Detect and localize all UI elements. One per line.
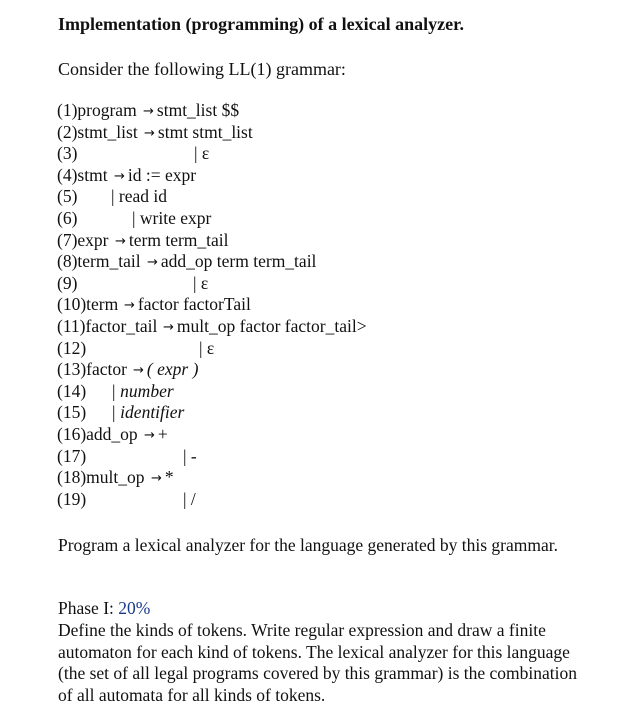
grammar-rule [57,338,577,360]
rule-rhs: id := expr [127,164,197,185]
rule-lhs: (19) [57,488,87,509]
arrow-icon: → [151,471,162,487]
rule-lhs: (15) [57,402,87,423]
arrow-icon: → [133,363,144,379]
rule-rhs: | ε [199,337,215,358]
rule-rhs: add_op term term_tail [160,251,317,272]
rule-rhs: + [157,423,168,444]
rule-lhs: (5) [57,186,78,207]
rule-lhs: (12) [57,337,87,358]
grammar-rule [57,122,577,144]
rule-lhs: (7)expr [57,229,109,250]
task-paragraph: Program a lexical analyzer for the language generated by this grammar. [58,535,558,555]
arrow-icon: → [144,125,155,141]
grammar-rule [57,230,577,252]
rule-rhs: | ε [194,143,210,164]
rule-rhs: | / [183,488,196,509]
grammar-rule [57,251,577,273]
grammar-rule [57,273,577,295]
rule-lhs: (1)program [57,100,137,120]
arrow-icon: → [115,233,126,249]
grammar-rule [57,446,577,468]
arrow-icon: → [143,104,154,119]
arrow-icon: → [114,168,125,184]
arrow-icon: → [163,319,174,335]
rule-lhs: (13)factor [57,359,127,380]
rule-lhs: (9) [57,272,78,293]
grammar-rule [57,402,577,424]
rule-rhs: | identifier [111,402,185,423]
grammar-rule [57,208,577,230]
rule-rhs: | ε [193,272,209,293]
rule-rhs: | read id [111,186,167,207]
grammar-rule [57,186,577,208]
rule-lhs: (4)stmt [57,164,108,185]
phase-label: Phase I: [58,598,119,618]
rule-lhs: (2)stmt_list [57,121,138,142]
page-title: Implementation (programming) of a lexical analyzer. [58,14,464,34]
grammar-rules [57,100,577,510]
rule-lhs: (6) [57,207,78,228]
rule-lhs: (18)mult_op [57,467,145,488]
arrow-icon: → [147,255,158,271]
grammar-rule [57,424,577,446]
phase-percent: 20% [118,598,151,618]
phase-heading [58,598,150,620]
rule-lhs: (11)factor_tail [57,315,158,336]
rule-rhs: | number [111,380,174,401]
rule-lhs: (14) [57,380,87,401]
phase-description: Define the kinds of tokens. Write regular expression and draw a finite automaton for each kind of tokens. The lexical analyzer for this language (the set of all legal programs covered by this grammar) is the combination of all automata for all kinds of tokens. [58,620,578,705]
rule-rhs: * [164,467,174,488]
rule-rhs: stmt_list $$ [156,100,240,120]
rule-lhs: (3) [57,143,78,164]
arrow-icon: → [124,298,135,314]
rule-rhs: | write expr [132,207,212,228]
rule-rhs: ( expr ) [146,359,199,380]
arrow-icon: → [144,427,155,443]
grammar-rule [57,467,577,489]
grammar-rule [57,381,577,403]
grammar-rule [57,316,577,338]
rule-lhs: (17) [57,445,87,466]
rule-lhs: (8)term_tail [57,251,141,272]
rule-rhs: | - [183,445,197,466]
grammar-rule [57,100,577,122]
rule-rhs: factor factorTail [137,294,251,315]
rule-rhs: term term_tail [128,229,229,250]
rule-lhs: (10)term [57,294,119,315]
rule-rhs: mult_op factor factor_tail> [176,315,367,336]
grammar-rule [57,165,577,187]
grammar-rule [57,359,577,381]
intro-text: Consider the following LL(1) grammar: [58,59,346,79]
grammar-rule [57,294,577,316]
grammar-rule [57,489,577,511]
rule-rhs: stmt stmt_list [157,121,253,142]
rule-lhs: (16)add_op [57,423,138,444]
grammar-rule [57,143,577,165]
